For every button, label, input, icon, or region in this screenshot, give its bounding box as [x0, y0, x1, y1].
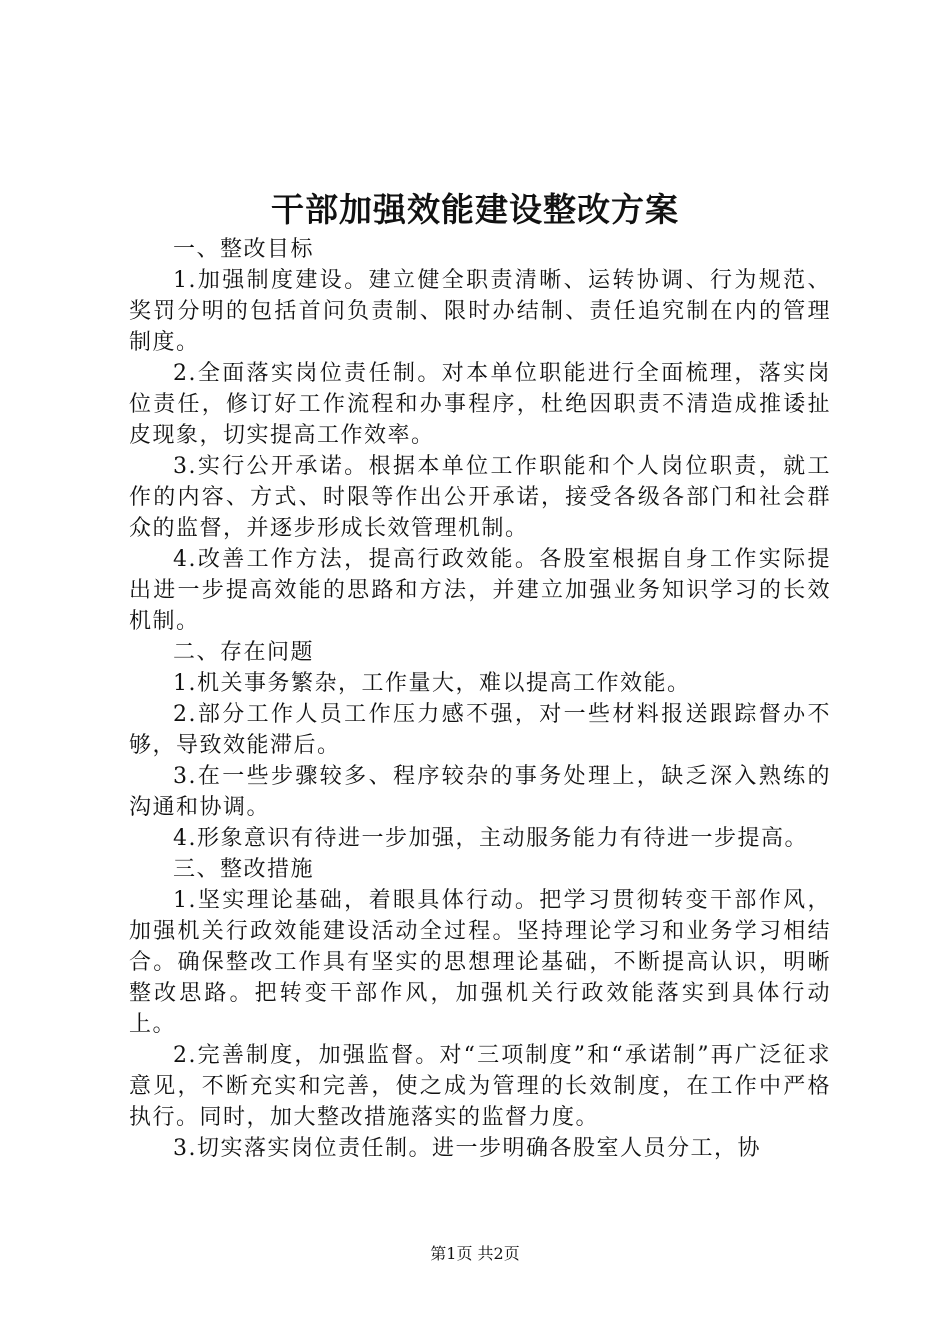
- section-heading: 三、整改措施: [173, 857, 315, 882]
- section-heading: 一、整改目标: [173, 237, 315, 262]
- paragraph: 3.实行公开承诺。根据本单位工作职能和个人岗位职责，就工作的内容、方式、时限等作出公开承诺，接受各级各部门和社会群众的监督，并逐步形成长效管理机制。: [129, 454, 831, 541]
- paragraph: 2.全面落实岗位责任制。对本单位职能进行全面梳理，落实岗位责任，修订好工作流程和办事程序，杜绝因职责不清造成推诿扯皮现象，切实提高工作效率。: [129, 361, 831, 448]
- paragraph: 2.部分工作人员工作压力感不强，对一些材料报送跟踪督办不够，导致效能滞后。: [129, 702, 831, 758]
- paragraph: 2.完善制度，加强监督。对“三项制度”和“承诺制”再广泛征求意见，不断充实和完善，使之成为管理的长效制度，在工作中严格执行。同时，加大整改措施落实的监督力度。: [129, 1043, 831, 1130]
- page-footer: 第1页 共2页: [430, 1244, 520, 1263]
- document-body: [129, 234, 831, 1164]
- paragraph: 1.坚实理论基础，着眼具体行动。把学习贯彻转变干部作风，加强机关行政效能建设活动全过程。坚持理论学习和业务学习相结合。确保整改工作具有坚实的思想理论基础，不断提高认识，明晰整改思路。把转变干部作风，加强机关行政效能落实到具体行动上。: [129, 888, 831, 1037]
- paragraph: 3.在一些步骤较多、程序较杂的事务处理上，缺乏深入熟练的沟通和协调。: [129, 764, 831, 820]
- section-heading: 二、存在问题: [173, 640, 315, 665]
- paragraph: 4.改善工作方法，提高行政效能。各股室根据自身工作实际提出进一步提高效能的思路和方法，并建立加强业务知识学习的长效机制。: [129, 547, 831, 634]
- document-title: 干部加强效能建设整改方案: [271, 190, 679, 229]
- paragraph: 1.加强制度建设。建立健全职责清晰、运转协调、行为规范、奖罚分明的包括首问负责制、限时办结制、责任追究制在内的管理制度。: [129, 268, 831, 355]
- paragraph: 4.形象意识有待进一步加强，主动服务能力有待进一步提高。: [173, 826, 808, 851]
- paragraph: 3.切实落实岗位责任制。进一步明确各股室人员分工，协: [173, 1136, 761, 1161]
- paragraph: 1.机关事务繁杂，工作量大，难以提高工作效能。: [173, 671, 691, 696]
